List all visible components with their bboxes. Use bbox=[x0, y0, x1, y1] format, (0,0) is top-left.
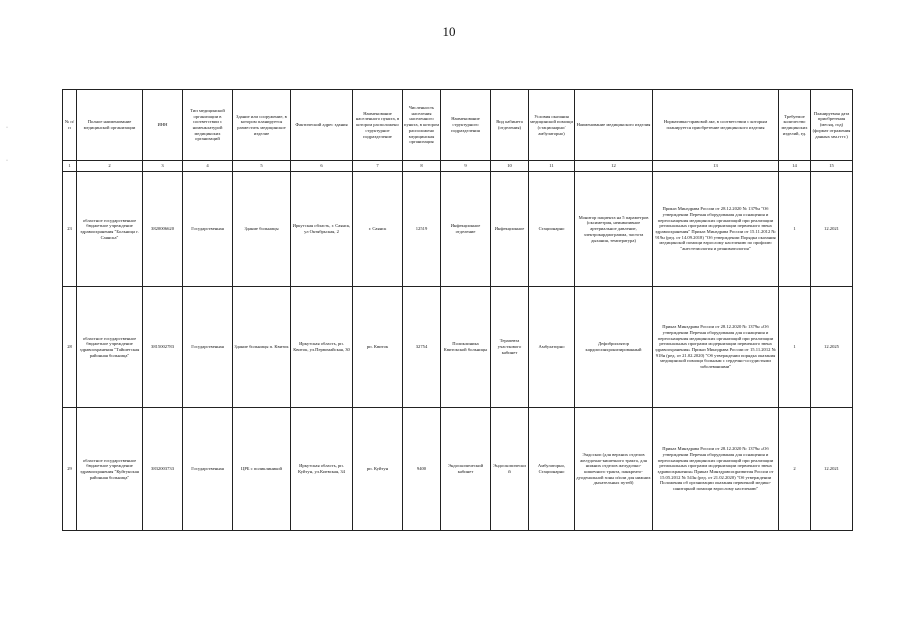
column-header: Наименование структурного подразделения bbox=[441, 90, 491, 161]
page-number: 10 bbox=[442, 24, 456, 39]
table-header-row bbox=[63, 90, 853, 161]
table-cell: Эндоскоп (для верхних отделов желудочно-кишечного тракта, для нижних отделов желудочно-кишечного тракта, панкреато-дуоденальной зоны и/или для нижних дыхательных путей) bbox=[575, 408, 653, 531]
margin-mark: · bbox=[6, 125, 8, 131]
table-cell: Эндоскопический bbox=[491, 408, 529, 531]
table-cell: Стационарно bbox=[529, 172, 575, 287]
table-cell: 12.2025 bbox=[811, 287, 853, 408]
column-number: 1 bbox=[63, 161, 77, 172]
column-number: 10 bbox=[491, 161, 529, 172]
column-header: Численность населения населенного пункта, в котором расположено медицинская организация bbox=[403, 90, 441, 161]
column-number: 14 bbox=[779, 161, 811, 172]
equipment-table bbox=[62, 89, 853, 531]
table-cell: Государственная bbox=[183, 408, 233, 531]
table-cell: 3832003733 bbox=[143, 408, 183, 531]
table-cell: 12519 bbox=[403, 172, 441, 287]
table-cell: 1 bbox=[779, 172, 811, 287]
table-cell: Приказ Минздрава России от 28.12.2020 № 1379н «Об утверждении Перечня оборудования для оснащения и переоснащения медицинских организаций при реализации региональных программ модернизации первичного звена здравоохранения» Приказ Минздрава России от 15.11.2012 № 918н (ред. от 21.02.2020) "Об утверждении порядка оказания медицинской помощи больным с сердечно-сосудистыми заболеваниями" bbox=[653, 287, 779, 408]
table-cell: Приказ Минздрава России от 28.12.2020 № 1379н "Об утверждении Перечня оборудования для оснащения и переоснащения медицинских организаций при реализации региональных программ модернизации первичного звена здравоохранения" Приказ Минздрава России от 15.11.2012 № 919н (ред. от 14.09.2018) "Об утверждении Порядка оказания медицинской помощи взрослому населению по профилю "анестезиология и реаниматология" bbox=[653, 172, 779, 287]
column-number: 4 bbox=[183, 161, 233, 172]
table-cell: рп. Куйтун bbox=[353, 408, 403, 531]
column-header: Полное наименование медицинской организации bbox=[77, 90, 143, 161]
table-cell: 23 bbox=[63, 172, 77, 287]
column-header: Тип медицинской организации в соответствии с номенклатурой медицинских организаций bbox=[183, 90, 233, 161]
table-cell: ЦРБ с поликлиникой bbox=[233, 408, 291, 531]
table-cell: Приказ Минздрава России от 28.12.2020 № 1379н «Об утверждении Перечня оборудования для оснащения и переоснащения медицинских организаций при реализации региональных программ модернизации первичного звена здравоохранения» Приказ Минздравсоцразвития России от 15.05.2012 № 543н (ред. от 21.02.2020) "Об утверждении Положения об организации оказания первичной медико-санитарной помощи взрослому населению" bbox=[653, 408, 779, 531]
column-number: 8 bbox=[403, 161, 441, 172]
column-number-row bbox=[63, 161, 853, 172]
table-cell: Иркутская область, рп. Квиток, ул.Первомайская, 30 bbox=[291, 287, 353, 408]
table-cell: 12.2021 bbox=[811, 172, 853, 287]
table-cell: 3815002783 bbox=[143, 287, 183, 408]
table-cell: Амбулаторно, Стационарно bbox=[529, 408, 575, 531]
table-cell: Государственная bbox=[183, 287, 233, 408]
column-header: Наименование населенного пункта, в котором расположено структурное подразделение bbox=[353, 90, 403, 161]
table-cell: 29 bbox=[63, 408, 77, 531]
column-number: 13 bbox=[653, 161, 779, 172]
column-number: 3 bbox=[143, 161, 183, 172]
table-cell: рп. Квиток bbox=[353, 287, 403, 408]
table-cell: 2 bbox=[779, 408, 811, 531]
table-cell: 28 bbox=[63, 287, 77, 408]
column-number: 15 bbox=[811, 161, 853, 172]
table-cell: 32754 bbox=[403, 287, 441, 408]
table-cell: Поликлиника Квитокской больницы bbox=[441, 287, 491, 408]
table-cell: Здание больницы п. Квиток bbox=[233, 287, 291, 408]
column-number: 2 bbox=[77, 161, 143, 172]
column-number: 9 bbox=[441, 161, 491, 172]
table-cell: 1 bbox=[779, 287, 811, 408]
column-number: 5 bbox=[233, 161, 291, 172]
column-header: Вид кабинета (отделения) bbox=[491, 90, 529, 161]
table-cell: Здание больницы bbox=[233, 172, 291, 287]
table-cell: областное государственное бюджетное учреждение здравоохранения "Куйтунская районная больница" bbox=[77, 408, 143, 531]
table-cell: Дефибриллятор кардиосинхронизированный bbox=[575, 287, 653, 408]
column-header: ИНН bbox=[143, 90, 183, 161]
table-body bbox=[63, 172, 853, 531]
column-header: Требуемое количество медицинских изделий, ед. bbox=[779, 90, 811, 161]
column-header: Наименование медицинского изделия bbox=[575, 90, 653, 161]
table-cell: Государственная bbox=[183, 172, 233, 287]
table-cell: 3820006620 bbox=[143, 172, 183, 287]
table-row bbox=[63, 172, 853, 287]
column-number: 7 bbox=[353, 161, 403, 172]
table-cell: областное государственное бюджетное учреждение здравоохранения "Тайшетская районная больница" bbox=[77, 287, 143, 408]
table-row bbox=[63, 287, 853, 408]
table-cell: Инфекционное bbox=[491, 172, 529, 287]
column-number: 11 bbox=[529, 161, 575, 172]
table-cell: г. Саянск bbox=[353, 172, 403, 287]
column-number: 6 bbox=[291, 161, 353, 172]
column-header: Нормативно-правовой акт, в соответствии с которым планируется приобретение медицинского изделия bbox=[653, 90, 779, 161]
column-number: 12 bbox=[575, 161, 653, 172]
column-header: Фактический адрес здания bbox=[291, 90, 353, 161]
table-cell: Монитор пациента на 5 параметров (оксиметрия, неинвазивное артериальное давление, электрокардиограмма, частота дыхания, температура) bbox=[575, 172, 653, 287]
table-row bbox=[63, 408, 853, 531]
table-cell: Эндоскопический кабинет bbox=[441, 408, 491, 531]
column-header: № п/п bbox=[63, 90, 77, 161]
table-cell: 9400 bbox=[403, 408, 441, 531]
table-cell: областное государственное бюджетное учреждение здравоохранения "Больница г. Саянска" bbox=[77, 172, 143, 287]
table-cell: Иркутская область, рп. Куйтун, ул.Киевская, 34 bbox=[291, 408, 353, 531]
table-cell: Иркутская область, г. Саянск, ул Октябрьская, 2 bbox=[291, 172, 353, 287]
table-cell: 12.2021 bbox=[811, 408, 853, 531]
margin-mark: · bbox=[6, 158, 8, 164]
table-cell: Инфекционное отделение bbox=[441, 172, 491, 287]
column-header: Здание или сооружение, в котором планируется разместить медицинское изделие bbox=[233, 90, 291, 161]
table-cell: Амбулаторно bbox=[529, 287, 575, 408]
table-cell: Терапевта участкового кабинет bbox=[491, 287, 529, 408]
column-header: Планируемая дата приобретения (месяц, год) (формат отражения данных мм.гггг.) bbox=[811, 90, 853, 161]
column-header: Условия оказания медицинской помощи (стационарно/амбулаторно) bbox=[529, 90, 575, 161]
